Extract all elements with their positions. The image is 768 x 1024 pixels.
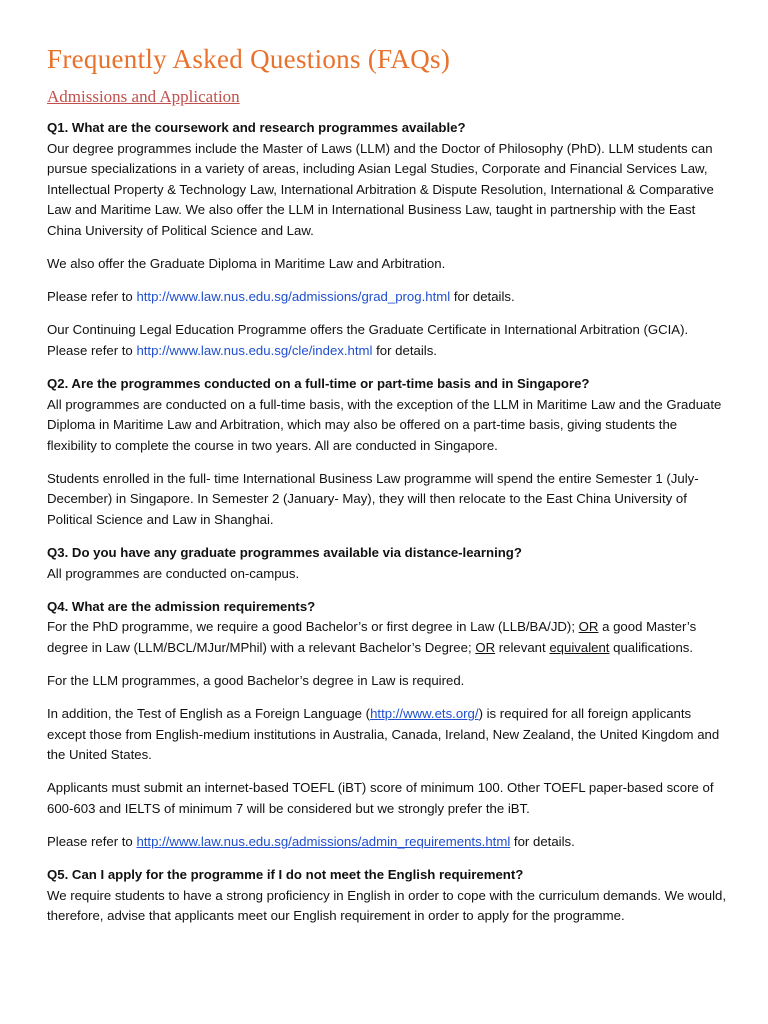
faq-q2 bbox=[47, 374, 728, 456]
q3-question: Q3. Do you have any graduate programmes available via distance-learning? bbox=[47, 545, 522, 561]
q4-paragraph-2: For the LLM programmes, a good Bachelor’s degree in Law is required. bbox=[47, 673, 465, 689]
q2-answer: All programmes are conducted on a full-time basis, with the exception of the LLM in Maritime Law and the Graduate Diploma in Maritime Law and Arbitration, which may also be offered on a part-time basis, giving students the flexibility to complete the course in two years. All are conducted in Singapore. bbox=[47, 396, 722, 453]
q1-paragraph-4 bbox=[47, 320, 728, 361]
q4-question: Q4. What are the admission requirements? bbox=[47, 598, 316, 614]
q1-p3-suffix: for details. bbox=[450, 289, 515, 305]
q4-p3-suffix: ) is required for all foreign applicants except those from English-medium institutions in Australia, Canada, Ireland, New Zealand, the United Kingdom and the United States. bbox=[47, 706, 720, 763]
faq-q1 bbox=[47, 118, 728, 242]
q4-answer-text-3: relevant bbox=[495, 639, 550, 655]
q1-paragraph-2: We also offer the Graduate Diploma in Maritime Law and Arbitration. bbox=[47, 256, 446, 272]
q4-p3-text: In addition, the Test of English as a Foreign Language ( bbox=[47, 706, 371, 722]
grad-prog-link[interactable]: http://www.law.nus.edu.sg/admissions/grad_prog.html bbox=[136, 289, 451, 305]
q1-question: Q1. What are the coursework and research programmes available? bbox=[47, 120, 466, 135]
q4-paragraph-3 bbox=[47, 704, 728, 766]
q1-p4-text: Our Continuing Legal Education Programme offers the Graduate Certificate in International Arbitration (GCIA). Please refer to bbox=[47, 322, 689, 358]
q5-question: Q5. Can I apply for the programme if I do not meet the English requirement? bbox=[47, 867, 524, 883]
q4-or-2: OR bbox=[475, 639, 496, 655]
faq-q5 bbox=[47, 865, 728, 927]
q4-p5-text: Please refer to bbox=[47, 834, 137, 850]
q2-paragraph-2: Students enrolled in the full- time International Business Law programme will spend the entire Semester 1 (July- December) in Singapore. In Semester 2 (January- May), they will then relocate to the East China University of Political Science and Law in Shanghai. bbox=[47, 470, 699, 527]
q4-answer-text-1: For the PhD programme, we require a good Bachelor’s or first degree in Law (LLB/BA/JD); bbox=[47, 619, 579, 635]
q4-paragraph-4: Applicants must submit an internet-based TOEFL (iBT) score of minimum 100. Other TOEFL paper-based score of 600-603 and IELTS of minimum 7 will be considered but we strongly prefer the iBT. bbox=[47, 780, 714, 817]
q1-answer: Our degree programmes include the Master of Laws (LLM) and the Doctor of Philosophy (PhD). LLM students can pursue specializations in a variety of areas, including Asian Legal Studies, Corporate and Financial Services Law, Intellectual Property & Technology Law, International Arbitration & Dispute Resolution, International & Comparative Law and Maritime Law. We also offer the LLM in International Business Law, taught in partnership with the East China University of Political Science and Law. bbox=[47, 140, 714, 238]
q4-or-1: OR bbox=[578, 619, 599, 635]
page-title: Frequently Asked Questions (FAQs) bbox=[47, 44, 451, 74]
q2-question: Q2. Are the programmes conducted on a full-time or part-time basis and in Singapore? bbox=[47, 375, 590, 391]
ets-link[interactable]: http://www.ets.org/ bbox=[370, 706, 479, 722]
section-heading-admissions: Admissions and Application bbox=[47, 87, 240, 106]
q4-answer-text-4: qualifications. bbox=[609, 639, 694, 655]
q1-p4-suffix: for details. bbox=[372, 342, 437, 358]
cle-link[interactable]: http://www.law.nus.edu.sg/cle/index.html bbox=[136, 342, 373, 358]
q4-p5-suffix: for details. bbox=[510, 834, 575, 850]
q4-equivalent: equivalent bbox=[549, 639, 610, 655]
admin-requirements-link[interactable]: http://www.law.nus.edu.sg/admissions/admin_requirements.html bbox=[136, 834, 511, 850]
q4-paragraph-5 bbox=[47, 832, 728, 853]
q1-p3-text: Please refer to bbox=[47, 289, 137, 305]
q1-paragraph-3 bbox=[47, 287, 728, 308]
q4-answer-text-2: a good Master’s degree in Law (LLM/BCL/MJur/MPhil) with a relevant Bachelor’s Degree; bbox=[47, 619, 697, 655]
q5-answer: We require students to have a strong proficiency in English in order to cope with the curriculum demands. We would, therefore, advise that applicants meet our English requirement in order to apply for the programme. bbox=[47, 887, 727, 924]
q3-answer: All programmes are conducted on-campus. bbox=[47, 565, 300, 581]
faq-q4 bbox=[47, 597, 728, 659]
faq-q3 bbox=[47, 543, 728, 584]
